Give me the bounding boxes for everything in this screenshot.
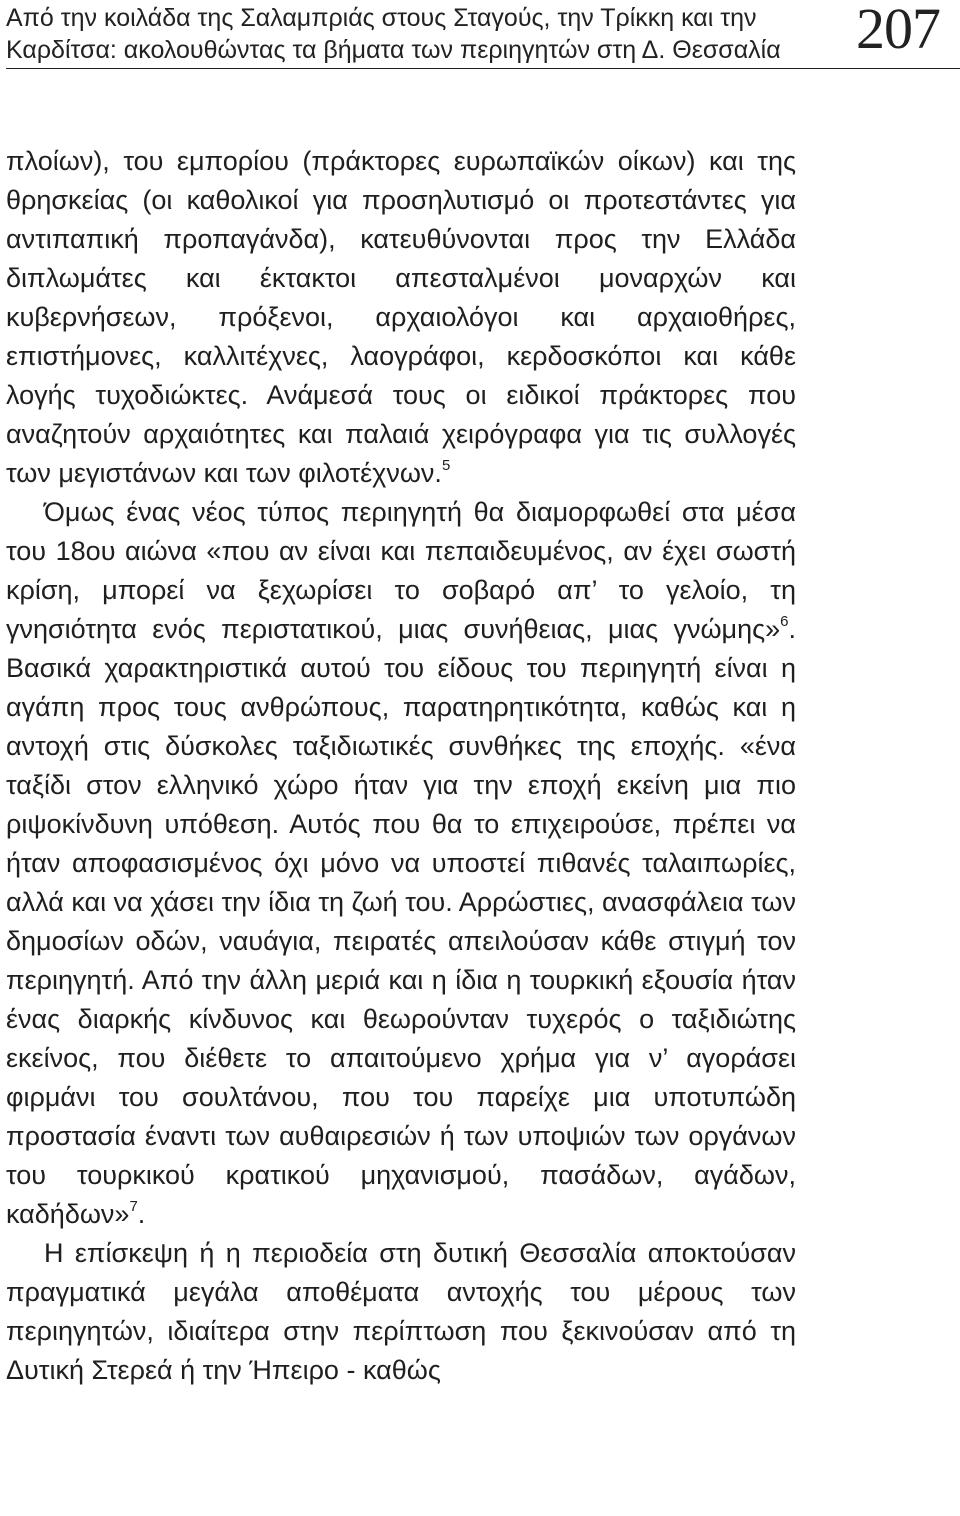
paragraph-3 xyxy=(6,1234,796,1390)
footnote-marker-5: 5 xyxy=(441,457,451,474)
footnote-marker-6: 6 xyxy=(780,613,789,630)
paragraph-2-text-b: . Βασικά χαρακτηριστικά αυτού του είδους του περιηγητή είναι η αγάπη προς τους ανθρώπους, παρατηρητικότητα, καθώς και η αντοχή στις δύσκολες ταξιδιωτικές συνθήκες της εποχής. «ένα ταξίδι στον ελληνικό χώρο ήταν για την εποχή εκείνη μια πιο ριψοκίνδυνη υπόθεση. Αυτός που θα το επιχειρούσε, πρέπει να ήταν αποφασισμένος όχι μόνο να υποστεί πιθανές ταλαιπωρίες, αλλά και να χάσει την ίδια τη ζωή του. Αρρώστιες, ανασφάλεια των δημοσίων οδών, ναυάγια, πειρατές απειλούσαν κάθε στιγμή τον περιηγητή. Από την άλλη μεριά και η ίδια η τουρκική εξουσία ήταν ένας διαρκής κίνδυνος και θεωρούνταν τυχερός ο ταξιδιώτης εκείνος, που διέθετε το απαιτούμενο χρήμα για ν’ αγοράσει φιρμάνι του σουλτάνου, που του παρείχε μια υποτυπώδη προστασία έναντι των αυθαιρεσιών ή των υποψιών των οργάνων του τουρκικού κρατικού μηχανισμού, πασάδων, αγάδων, καδήδων» xyxy=(6,614,796,1229)
paragraph-1 xyxy=(6,142,796,493)
paragraph-2 xyxy=(6,493,796,1234)
running-header-title: Από την κοιλάδα της Σαλαμπριάς στους Σταγούς, την Τρίκκη και την Καρδίτσα: ακολουθώντας τα βήματα των περιηγητών στη Δ. Θεσσαλία xyxy=(6,4,781,64)
paragraph-2-text-c: . xyxy=(137,1199,146,1229)
footnote-marker-7: 7 xyxy=(129,1198,138,1215)
body-text xyxy=(6,142,796,1390)
page-number: 207 xyxy=(856,0,940,61)
paragraph-1-text: πλοίων), του εμπορίου (πράκτορες ευρωπαϊκών οίκων) και της θρησκείας (οι καθολικοί για προσηλυτισμό οι προτεστάντες για αντιπαπική προπαγάνδα), κατευθύνονται προς την Ελλάδα διπλωμάτες και έκτακτοι απεσταλμένοι μοναρχών και κυβερνήσεων, πρόξενοι, αρχαιολόγοι και αρχαιοθήρες, επιστήμονες, καλλιτέχνες, λαογράφοι, κερδοσκόποι και κάθε λογής τυχοδιώκτες. Ανάμεσά τους οι ειδικοί πράκτορες που αναζητούν αρχαιότητες και παλαιά χειρόγραφα για τις συλλογές των μεγιστάνων και των φιλοτέχνων. xyxy=(6,146,796,488)
paragraph-2-text-a: Όμως ένας νέος τύπος περιηγητή θα διαμορφωθεί στα μέσα του 18ου αιώνα «που αν είναι και πεπαιδευμένος, αν έχει σωστή κρίση, μπορεί να ξεχωρίσει το σοβαρό απ’ το γελοίο, τη γνησιότητα ενός περιστατικού, μιας συνήθειας, μιας γνώμης» xyxy=(6,497,796,644)
header-rule xyxy=(6,68,960,69)
paragraph-3-text: Η επίσκεψη ή η περιοδεία στη δυτική Θεσσαλία αποκτούσαν πραγματικά μεγάλα αποθέματα αντοχής του μέρους των περιηγητών, ιδιαίτερα στην περίπτωση που ξεκινούσαν από τη Δυτική Στερεά ή την Ήπειρο - καθώς xyxy=(6,1238,796,1385)
